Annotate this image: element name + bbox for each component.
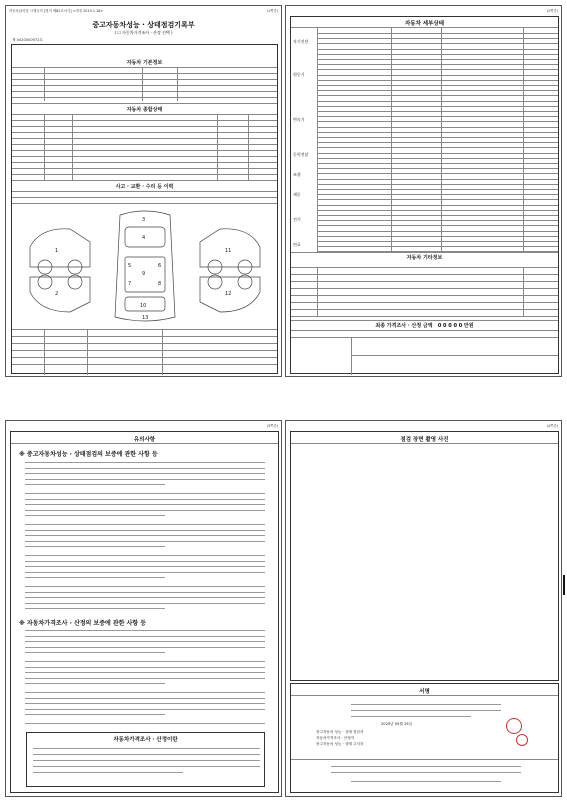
notice-text-line xyxy=(25,499,265,500)
table-row xyxy=(317,80,558,81)
table-row xyxy=(317,95,558,96)
notice-text-line xyxy=(25,566,265,567)
notice-text-line xyxy=(25,723,265,724)
notice-text-line xyxy=(25,515,165,516)
notice-text-line xyxy=(25,572,265,573)
diagram-number: 12 xyxy=(225,291,232,297)
notice-text-line xyxy=(25,493,265,494)
table-row xyxy=(317,158,558,159)
notice-text-line xyxy=(25,462,265,463)
price-definition-box xyxy=(26,732,265,787)
table-row xyxy=(317,33,558,34)
diagram-number: 1 xyxy=(55,248,59,254)
page-subtitle: ( ☐ 자동차가격조사 · 산정 선택 ) xyxy=(114,30,173,35)
section-accident-history: 사고 · 교환 · 수리 등 이력 xyxy=(115,184,174,190)
diagram-number: 6 xyxy=(158,263,162,269)
notice-text-line xyxy=(25,647,265,648)
table-row xyxy=(317,43,558,44)
notice-text-line xyxy=(25,468,265,469)
notice-box xyxy=(10,431,279,793)
page-4-photo-signature xyxy=(285,420,562,797)
table-row xyxy=(317,194,558,195)
notice-text-line xyxy=(25,530,265,531)
notice-text-line xyxy=(25,473,265,474)
group-label: 제동 xyxy=(293,192,301,197)
diagram-number: 4 xyxy=(142,235,146,241)
signature-title: 서명 xyxy=(419,689,430,695)
table-row xyxy=(317,127,558,128)
group-label: 자기진단 xyxy=(293,39,309,44)
notice-text-line xyxy=(25,597,265,598)
notice-text-line xyxy=(25,577,165,578)
scroll-marker xyxy=(563,575,565,595)
table-row xyxy=(317,179,558,180)
notice-subtitle-inspection: ※ 중고자동차성능 · 상태점검의 보증에 관한 사항 등 xyxy=(19,451,158,458)
notice-title: 유의사항 xyxy=(133,437,156,443)
diagram-number: 13 xyxy=(142,315,149,321)
official-seal xyxy=(516,734,528,746)
form-header-left: 자동차관리법 시행규칙 [별지 제82호서식] <개정 2019.1.18> xyxy=(9,9,104,13)
notice-text-line xyxy=(25,692,265,693)
group-label: 전기 xyxy=(293,217,301,222)
notice-text-line xyxy=(25,546,165,547)
notice-text-line xyxy=(25,479,265,480)
notice-text-line xyxy=(25,484,165,485)
table-row xyxy=(317,215,558,216)
page-2-detail-status xyxy=(285,5,562,377)
notice-text-line xyxy=(25,504,265,505)
notice-text-line xyxy=(25,667,265,668)
official-seal xyxy=(506,718,522,734)
table-row xyxy=(317,241,558,242)
notice-text-line xyxy=(25,672,265,673)
table-row xyxy=(317,54,558,55)
table-row xyxy=(317,246,558,247)
assessor-label: 자동차가격조사 · 산정자 xyxy=(316,736,355,740)
notice-text-line xyxy=(25,652,165,653)
group-label: 변속기 xyxy=(293,117,305,122)
inspector-label: 중고자동차 성능 · 상태 점검자 xyxy=(316,730,364,734)
photo-title: 점검 장면 촬영 사진 xyxy=(400,437,449,443)
notice-text-line xyxy=(25,535,265,536)
page-number: (4쪽중) xyxy=(546,424,558,428)
notice-text-line xyxy=(25,703,265,704)
section-detail-status: 자동차 세부상태 xyxy=(404,21,445,27)
table-row xyxy=(317,153,558,154)
page-1-performance-record xyxy=(5,5,282,377)
table-row xyxy=(317,142,558,143)
notice-text-line xyxy=(25,608,165,609)
record-table xyxy=(11,44,278,374)
table-row xyxy=(317,85,558,86)
table-row xyxy=(317,38,558,39)
diagram-number: 10 xyxy=(140,303,147,309)
group-label: 조향 xyxy=(293,172,301,177)
notice-text-line xyxy=(25,541,265,542)
table-row xyxy=(317,220,558,221)
notifier-label: 중고자동차 성능 · 상태 고지자 xyxy=(316,742,364,746)
notice-text-line xyxy=(25,524,265,525)
table-row xyxy=(317,121,558,122)
notice-text-line xyxy=(25,603,265,604)
page-3-notices xyxy=(5,420,282,797)
notice-text-line xyxy=(25,683,165,684)
page-title: 중고자동차성능 · 상태점검기록부 xyxy=(92,21,195,29)
notice-subtitle-price: ※ 자동차가격조사 · 산정의 보증에 관한 사항 등 xyxy=(19,620,147,627)
record-number: 제 0420000972호 xyxy=(12,38,43,42)
diagram-number: 8 xyxy=(158,281,162,287)
diagram-number: 11 xyxy=(225,248,232,254)
table-row xyxy=(317,225,558,226)
notice-text-line xyxy=(25,592,265,593)
notice-text-line xyxy=(25,714,165,715)
notice-text-line xyxy=(25,698,265,699)
table-row xyxy=(317,163,558,164)
group-label: 동력전달 xyxy=(293,152,309,157)
photo-area xyxy=(290,431,559,681)
signature-date: 2020년 05월 29일 xyxy=(381,722,412,726)
page-number: (3쪽중) xyxy=(266,424,278,428)
table-row xyxy=(317,231,558,232)
diagram-number: 7 xyxy=(128,281,132,287)
table-row xyxy=(317,168,558,169)
notice-text-line xyxy=(25,641,265,642)
detail-table xyxy=(290,16,559,374)
section-general-status: 자동차 종합상태 xyxy=(126,107,163,113)
page-number: (1쪽중) xyxy=(266,9,278,13)
table-row xyxy=(317,106,558,107)
notice-text-line xyxy=(25,561,265,562)
notice-text-line xyxy=(25,678,265,679)
table-row xyxy=(317,173,558,174)
notice-text-line xyxy=(25,630,265,631)
table-row xyxy=(317,189,558,190)
notice-text-line xyxy=(25,661,265,662)
table-row xyxy=(317,101,558,102)
table-row xyxy=(317,111,558,112)
table-row xyxy=(317,184,558,185)
section-basic-info: 자동차 기본정보 xyxy=(126,60,163,66)
diagram-number: 5 xyxy=(128,263,132,269)
table-row xyxy=(317,90,558,91)
table-row xyxy=(317,75,558,76)
table-row xyxy=(317,199,558,200)
final-price-value: 0 0 0 0 0 만원 xyxy=(437,323,474,329)
table-row xyxy=(317,205,558,206)
section-other-info: 자동차 기타정보 xyxy=(406,255,443,261)
diagram-number: 2 xyxy=(55,291,59,297)
table-row xyxy=(317,147,558,148)
signature-area xyxy=(290,683,559,793)
table-row xyxy=(317,132,558,133)
diagram-number: 3 xyxy=(142,217,146,223)
table-row xyxy=(317,49,558,50)
car-damage-diagram xyxy=(20,207,270,327)
final-price-label: 최종 가격조사 · 산정 금액 xyxy=(375,323,433,329)
notice-text-line xyxy=(25,586,265,587)
price-definition-title: 자동차가격조사 · 산정이란 xyxy=(113,737,178,743)
notice-text-line xyxy=(25,636,265,637)
table-row xyxy=(317,64,558,65)
table-row xyxy=(317,59,558,60)
table-row xyxy=(317,137,558,138)
notice-text-line xyxy=(25,510,265,511)
diagram-number: 9 xyxy=(142,271,146,277)
table-row xyxy=(317,236,558,237)
group-label: 연료 xyxy=(293,242,301,247)
page-number: (2쪽중) xyxy=(546,9,558,13)
table-row xyxy=(317,210,558,211)
group-label: 원동기 xyxy=(293,72,305,77)
table-row xyxy=(317,69,558,70)
notice-text-line xyxy=(25,709,265,710)
table-row xyxy=(317,116,558,117)
notice-text-line xyxy=(25,555,265,556)
